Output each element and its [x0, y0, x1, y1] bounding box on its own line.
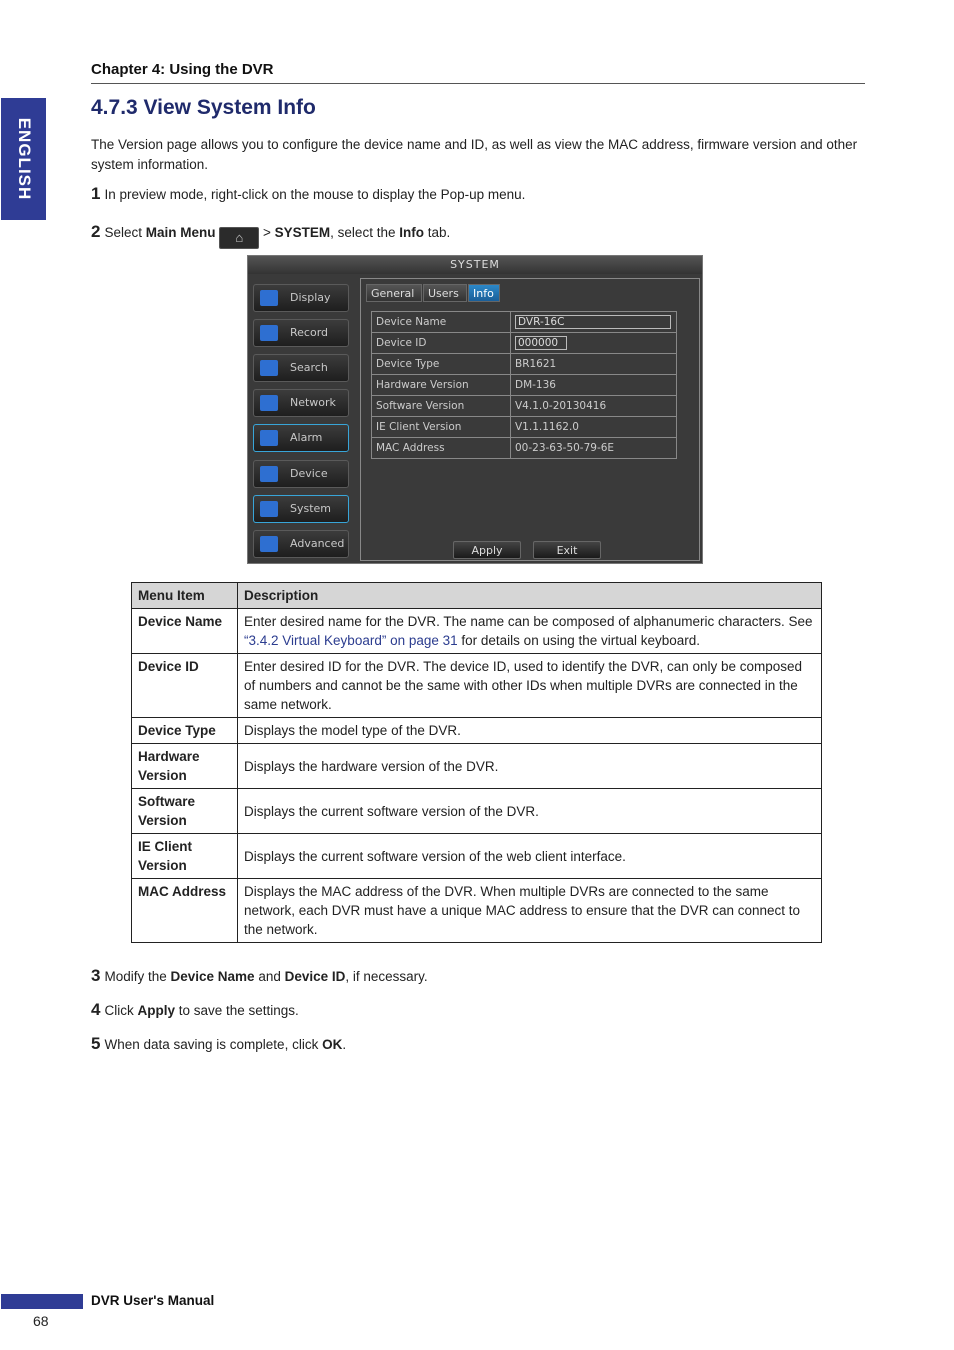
row-description — [238, 609, 822, 654]
step-5 — [91, 1034, 346, 1055]
dvr-menu-label: Record — [290, 326, 329, 339]
step-number: 4 — [91, 1000, 101, 1019]
info-value: DM-136 — [511, 375, 677, 396]
table-row — [132, 609, 822, 654]
system-label: SYSTEM — [274, 225, 331, 240]
row-description: Displays the hardware version of the DVR. — [238, 744, 822, 789]
info-value: V4.1.0-20130416 — [511, 396, 677, 417]
info-row — [372, 438, 677, 459]
table-row — [132, 879, 822, 943]
header-divider — [91, 83, 865, 84]
dvr-menu-search[interactable] — [253, 354, 349, 382]
info-table — [371, 311, 677, 459]
table-row — [132, 834, 822, 879]
language-tab — [1, 98, 46, 220]
row-description: Displays the MAC address of the DVR. When multiple DVRs are connected to the same network, each DVR must have a unique MAC address to ensure that the DVR can connect to the network. — [238, 879, 822, 943]
step-text: to save the settings. — [174, 1003, 299, 1018]
info-key: Device Type — [372, 354, 511, 375]
step-text: , select the — [330, 225, 400, 240]
device-name-field[interactable]: DVR-16C — [515, 315, 671, 329]
gear-icon — [260, 501, 278, 517]
row-item: Device ID — [132, 654, 238, 718]
dvr-menu-label: Search — [290, 361, 328, 374]
device-id-field[interactable]: 000000 — [515, 336, 567, 350]
device-name-cell — [511, 312, 677, 333]
step-number: 5 — [91, 1034, 101, 1053]
table-row — [132, 654, 822, 718]
step-text: Select — [104, 225, 146, 240]
table-row — [132, 718, 822, 744]
step-number: 3 — [91, 966, 101, 985]
row-item: Hardware Version — [132, 744, 238, 789]
info-row — [372, 375, 677, 396]
row-description: Displays the model type of the DVR. — [238, 718, 822, 744]
virtual-keyboard-link[interactable]: “3.4.2 Virtual Keyboard” on page 31 — [244, 633, 458, 648]
info-key: Hardware Version — [372, 375, 511, 396]
table-row — [132, 744, 822, 789]
step-text: > — [259, 225, 275, 240]
row-description: Displays the current software version of the DVR. — [238, 789, 822, 834]
step-number: 2 — [91, 222, 101, 241]
step-text: When data saving is complete, click — [104, 1037, 323, 1052]
intro-paragraph: The Version page allows you to configure the device name and ID, as well as view the MAC address, firmware version and other system information. — [91, 137, 858, 172]
dvr-menu-label: Network — [290, 396, 336, 409]
step-text: Modify the — [104, 969, 171, 984]
device-id-cell — [511, 333, 677, 354]
language-label: ENGLISH — [14, 117, 34, 201]
description-text: Enter desired name for the DVR. The name can be composed of alphanumeric characters. See — [244, 614, 813, 629]
info-key: MAC Address — [372, 438, 511, 459]
main-menu-label: Main Menu — [145, 225, 216, 240]
info-row — [372, 354, 677, 375]
step-3 — [91, 966, 428, 987]
step-2 — [91, 222, 450, 249]
dvr-system-screenshot — [247, 255, 703, 564]
wrench-icon — [260, 536, 278, 552]
row-item: Software Version — [132, 789, 238, 834]
step-text: . — [342, 1037, 347, 1052]
dvr-info-panel — [360, 278, 700, 561]
dvr-menu-network[interactable] — [253, 389, 349, 417]
step-text: In preview mode, right-click on the mouse to display the Pop-up menu. — [104, 187, 526, 202]
step-1 — [91, 184, 525, 205]
home-icon: ⌂ — [219, 227, 259, 249]
info-key: Device ID — [372, 333, 511, 354]
step-text: Click — [104, 1003, 138, 1018]
info-key: IE Client Version — [372, 417, 511, 438]
dvr-menu-display[interactable] — [253, 284, 349, 312]
menu-description-table — [131, 582, 822, 943]
column-header-menu-item: Menu Item — [132, 583, 238, 609]
step-text: , if necessary. — [345, 969, 428, 984]
info-key: Software Version — [372, 396, 511, 417]
dvr-menu-label: Device — [290, 467, 328, 480]
device-name-label: Device Name — [170, 969, 255, 984]
alarm-icon — [260, 430, 278, 446]
row-item: Device Type — [132, 718, 238, 744]
tab-general[interactable]: General — [366, 284, 422, 302]
table-header-row — [132, 583, 822, 609]
description-text: for details on using the virtual keyboard. — [457, 633, 701, 648]
dvr-menu-label: Display — [290, 291, 331, 304]
step-text: and — [254, 969, 285, 984]
dvr-sidebar — [250, 278, 354, 561]
exit-button[interactable]: Exit — [533, 541, 601, 559]
dvr-window-title: SYSTEM — [248, 256, 702, 274]
footer-bar — [1, 1294, 83, 1309]
step-4 — [91, 1000, 299, 1021]
info-label: Info — [399, 225, 424, 240]
tab-info[interactable]: Info — [468, 284, 500, 302]
page-number: 68 — [33, 1313, 49, 1329]
chapter-header: Chapter 4: Using the DVR — [91, 61, 274, 78]
info-value: V1.1.1162.0 — [511, 417, 677, 438]
info-row — [372, 417, 677, 438]
dvr-menu-label: Advanced — [290, 537, 345, 550]
info-value: 00-23-63-50-79-6E — [511, 438, 677, 459]
column-header-description: Description — [238, 583, 822, 609]
info-value: BR1621 — [511, 354, 677, 375]
info-row — [372, 312, 677, 333]
dvr-menu-record[interactable] — [253, 319, 349, 347]
section-title: 4.7.3 View System Info — [91, 96, 316, 119]
record-icon — [260, 325, 278, 341]
footer-title: DVR User's Manual — [91, 1293, 215, 1308]
device-id-label: Device ID — [284, 969, 346, 984]
dvr-menu-label: Alarm — [290, 431, 323, 444]
info-key: Device Name — [372, 312, 511, 333]
row-item: MAC Address — [132, 879, 238, 943]
step-number: 1 — [91, 184, 101, 203]
info-row — [372, 333, 677, 354]
dvr-menu-label: System — [290, 502, 332, 515]
apply-button[interactable]: Apply — [453, 541, 521, 559]
dvr-menu-device[interactable] — [253, 460, 349, 488]
row-item: Device Name — [132, 609, 238, 654]
dvr-menu-system[interactable] — [253, 495, 349, 523]
monitor-icon — [260, 290, 278, 306]
apply-label: Apply — [137, 1003, 175, 1018]
row-description: Enter desired ID for the DVR. The device ID, used to identify the DVR, can only be composed of numbers and cannot be the same with other IDs when multiple DVRs are connected in the same network. — [238, 654, 822, 718]
network-icon — [260, 395, 278, 411]
ok-label: OK — [322, 1037, 343, 1052]
dvr-menu-advanced[interactable] — [253, 530, 349, 558]
row-item: IE Client Version — [132, 834, 238, 879]
search-icon — [260, 360, 278, 376]
info-row — [372, 396, 677, 417]
step-text: tab. — [423, 225, 451, 240]
table-row — [132, 789, 822, 834]
dvr-menu-alarm[interactable] — [253, 424, 349, 452]
device-icon — [260, 466, 278, 482]
row-description: Displays the current software version of the web client interface. — [238, 834, 822, 879]
tab-users[interactable]: Users — [423, 284, 467, 302]
